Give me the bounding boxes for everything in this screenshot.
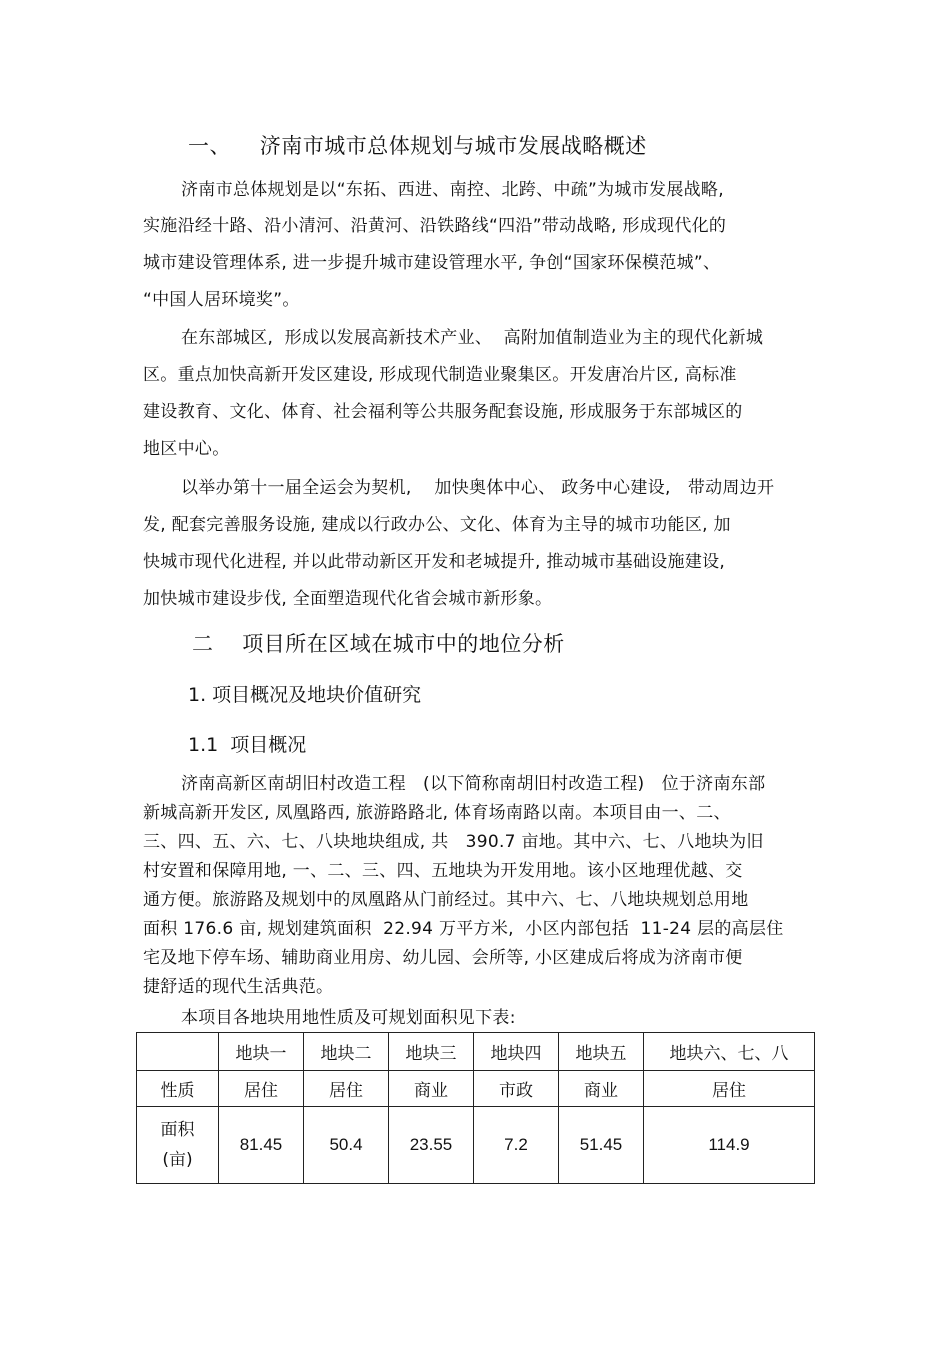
- table-header-plot5: 地块五: [559, 1033, 644, 1071]
- section2-para-line1: 济南高新区南胡旧村改造工程 (以下简称南胡旧村改造工程) 位于济南东部: [181, 774, 766, 794]
- table-header-plot3: 地块三: [389, 1033, 474, 1071]
- table-row-label-area-line2: (亩): [162, 1150, 193, 1171]
- table-cell-nature: 商业: [559, 1071, 644, 1107]
- section1-para2-line2: 区。重点加快高新开发区建设, 形成现代制造业聚集区。开发唐冶片区, 高标准: [143, 365, 737, 385]
- land-use-table: [136, 1032, 815, 1184]
- table-header-plot1: 地块一: [219, 1033, 304, 1071]
- table-cell-nature: 居住: [304, 1071, 389, 1107]
- section1-para3-line2: 发, 配套完善服务设施, 建成以行政办公、文化、体育为主导的城市功能区, 加: [143, 515, 731, 535]
- table-cell-area: 50.4: [304, 1107, 389, 1184]
- table-cell-nature: 居住: [644, 1071, 815, 1107]
- section1-para1-line2: 实施沿经十路、沿小清河、沿黄河、沿铁路线“四沿”带动战略, 形成现代化的: [143, 216, 727, 236]
- table-row-nature: [137, 1071, 815, 1107]
- table-intro: 本项目各地块用地性质及可规划面积见下表:: [181, 1008, 516, 1028]
- table-cell-area: 7.2: [474, 1107, 559, 1184]
- section1-para2-line4: 地区中心。: [143, 439, 230, 459]
- table-corner-cell: [137, 1033, 219, 1071]
- section1-para1-line4: “中国人居环境奖”。: [143, 290, 300, 310]
- section1-para1-line3: 城市建设管理体系, 进一步提升城市建设管理水平, 争创“国家环保模范城”、: [143, 253, 721, 273]
- table-header-row: [137, 1033, 815, 1071]
- table-cell-area: 51.45: [559, 1107, 644, 1184]
- table-cell-nature: 商业: [389, 1071, 474, 1107]
- table-row-area: [137, 1107, 815, 1184]
- section2-para-line8: 捷舒适的现代生活典范。: [143, 977, 334, 997]
- section1-para3-line3: 快城市现代化进程, 并以此带动新区开发和老城提升, 推动城市基础设施建设,: [143, 552, 726, 572]
- table-header-plot4: 地块四: [474, 1033, 559, 1071]
- table-header-plot2: 地块二: [304, 1033, 389, 1071]
- section2-para-line3: 三、四、五、六、七、八块地块组成, 共 390.7 亩地。其中六、七、八地块为旧: [143, 832, 764, 852]
- table-row-label-nature: 性质: [137, 1071, 219, 1107]
- section1-para2-line3: 建设教育、文化、体育、社会福利等公共服务配套设施, 形成服务于东部城区的: [143, 402, 743, 422]
- section1-heading: 一、 济南市城市总体规划与城市发展战略概述: [188, 134, 647, 158]
- section2-para-line7: 宅及地下停车场、辅助商业用房、幼儿园、会所等, 小区建成后将成为济南市便: [143, 948, 743, 968]
- table-cell-nature: 居住: [219, 1071, 304, 1107]
- subsection-1-heading: 1. 项目概况及地块价值研究: [188, 684, 422, 706]
- section1-para1-line1: 济南市总体规划是以“东拓、西进、南控、北跨、中疏”为城市发展战略,: [181, 180, 724, 200]
- subsection-1-1-heading: 1.1 项目概况: [188, 734, 307, 756]
- table-row-label-area-line1: 面积: [160, 1120, 195, 1141]
- table-cell-area: 23.55: [389, 1107, 474, 1184]
- table-cell-area: 114.9: [644, 1107, 815, 1184]
- section2-para-line2: 新城高新开发区, 凤凰路西, 旅游路路北, 体育场南路以南。本项目由一、二、: [143, 803, 731, 823]
- section2-heading: 二 项目所在区域在城市中的地位分析: [192, 632, 565, 656]
- section2-para-line4: 村安置和保障用地, 一、二、三、四、五地块为开发用地。该小区地理优越、交: [143, 861, 743, 881]
- table-cell-nature: 市政: [474, 1071, 559, 1107]
- table-row-label-area: [137, 1107, 219, 1184]
- section1-para2-line1: 在东部城区, 形成以发展高新技术产业、 高附加值制造业为主的现代化新城: [181, 328, 764, 348]
- table-header-plot678: 地块六、七、八: [644, 1033, 815, 1071]
- section2-para-line6: 面积 176.6 亩, 规划建筑面积 22.94 万平方米, 小区内部包括 11-24 层的高层住: [143, 919, 784, 939]
- table-cell-area: 81.45: [219, 1107, 304, 1184]
- section1-para3-line4: 加快城市建设步伐, 全面塑造现代化省会城市新形象。: [143, 589, 553, 609]
- section1-para3-line1: 以举办第十一届全运会为契机, 加快奥体中心、 政务中心建设, 带动周边开: [181, 478, 775, 498]
- section2-para-line5: 通方便。旅游路及规划中的凤凰路从门前经过。其中六、七、八地块规划总用地: [143, 890, 749, 910]
